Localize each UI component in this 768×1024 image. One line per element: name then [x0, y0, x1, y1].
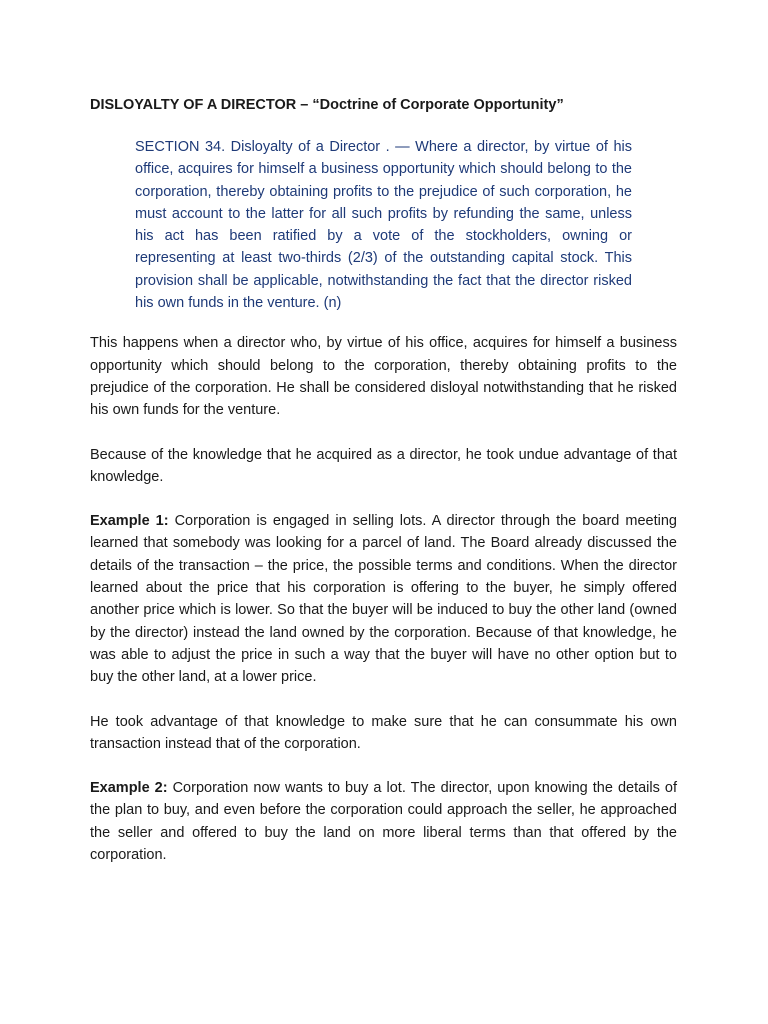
- example-2-text: Corporation now wants to buy a lot. The director, upon knowing the details of the plan to buy, and even before the corporation could approach the seller, he approached the seller and offered to buy the land on more liberal terms than that offered by the corporation.: [90, 780, 677, 864]
- statute-quote: SECTION 34. Disloyalty of a Director . — Where a director, by virtue of his office, acquires for himself a business opportunity which should belong to the corporation, thereby obtaining profits to the prejudice of such corporation, he must account to the latter for all such profits by refunding the same, unless his act has been ratified by a vote of the stockholders, owning or representing at least two-thirds (2/3) of the outstanding capital stock. This provision shall be applicable, notwithstanding the fact that the director risked his own funds in the venture. (n): [135, 139, 632, 312]
- paragraph-advantage: He took advantage of that knowledge to make sure that he can consummate his own transaction instead that of the corporation.: [90, 713, 677, 752]
- paragraph-knowledge: Because of the knowledge that he acquired as a director, he took undue advantage of that knowledge.: [90, 446, 677, 485]
- example-1: [90, 510, 677, 688]
- example-1-label: Example 1:: [90, 513, 169, 530]
- example-2: [90, 777, 677, 866]
- example-2-label: Example 2:: [90, 780, 168, 797]
- document-page: [90, 94, 677, 888]
- example-1-text: Corporation is engaged in selling lots. A director through the board meeting learned that somebody was looking for a parcel of land. The Board already discussed the details of the transaction – the price, the possible terms and conditions. When the director learned about the price that his corporation is offering to the buyer, he simply offered another price which is lower. So that the buyer will be induced to buy the other land (owned by the director) instead the land owned by the corporation. Because of that knowledge, he was able to adjust the price in such a way that the buyer will have no other option but to buy the other land, at a lower price.: [90, 513, 677, 686]
- document-heading: DISLOYALTY OF A DIRECTOR – “Doctrine of Corporate Opportunity”: [90, 97, 564, 113]
- paragraph-explanation: This happens when a director who, by virtue of his office, acquires for himself a business opportunity which should belong to the corporation, thereby obtaining profits to the prejudice of the corporation. He shall be considered disloyal notwithstanding that he risked his own funds for the venture.: [90, 335, 677, 419]
